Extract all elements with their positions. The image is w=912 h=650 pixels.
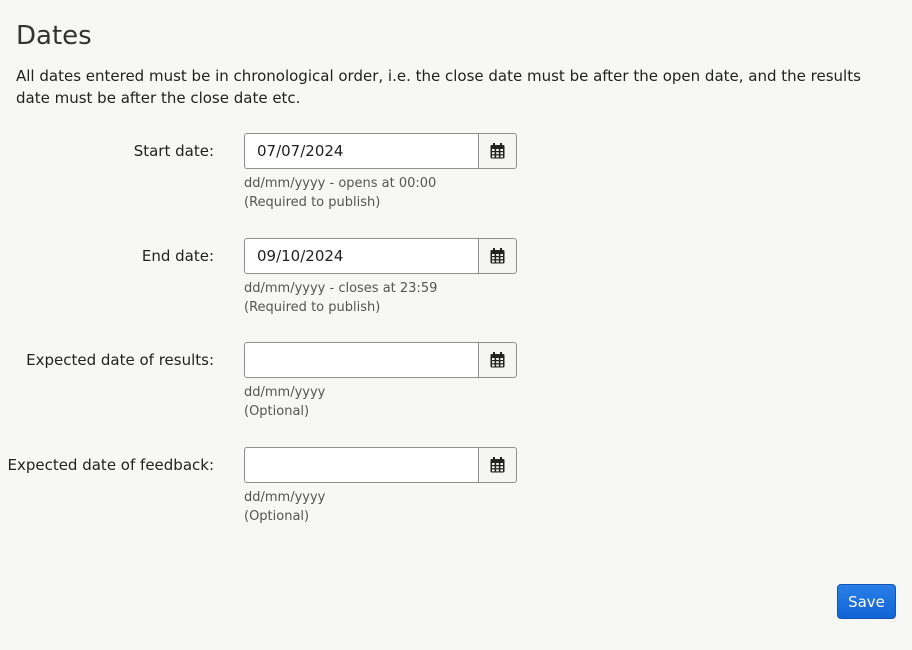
start-date-row: [0, 133, 912, 223]
calendar-icon: [490, 248, 505, 264]
feedback-date-row: [0, 447, 912, 537]
results-date-requirement: (Optional): [244, 404, 310, 419]
start-date-label: Start date:: [133, 142, 214, 160]
feedback-date-input-group: [244, 447, 517, 483]
end-date-input-group: [244, 238, 517, 274]
feedback-date-calendar-button[interactable]: [478, 447, 517, 483]
results-date-input-group: [244, 342, 517, 378]
end-date-label: End date:: [141, 247, 214, 265]
calendar-icon: [490, 352, 505, 368]
end-date-requirement: (Required to publish): [244, 300, 381, 315]
save-button[interactable]: Save: [837, 584, 896, 619]
end-date-input[interactable]: [244, 238, 478, 274]
start-date-input[interactable]: [244, 133, 478, 169]
start-date-hint: [244, 174, 436, 212]
end-date-hint: [244, 279, 437, 317]
feedback-date-requirement: (Optional): [244, 509, 310, 524]
results-date-hint: [244, 383, 325, 421]
start-date-input-group: [244, 133, 517, 169]
start-date-format-hint: dd/mm/yyyy - opens at 00:00: [244, 176, 437, 191]
results-date-label: Expected date of results:: [26, 351, 214, 369]
results-date-calendar-button[interactable]: [478, 342, 517, 378]
start-date-requirement: (Required to publish): [244, 195, 381, 210]
feedback-date-input[interactable]: [244, 447, 478, 483]
results-date-input[interactable]: [244, 342, 478, 378]
end-date-row: [0, 238, 912, 328]
end-date-format-hint: dd/mm/yyyy - closes at 23:59: [244, 281, 438, 296]
end-date-calendar-button[interactable]: [478, 238, 517, 274]
intro-text: All dates entered must be in chronological order, i.e. the close date must be after the open date, and the results date must be after the close date etc.: [16, 67, 861, 107]
page-title: Dates: [16, 21, 92, 51]
start-date-calendar-button[interactable]: [478, 133, 517, 169]
results-date-format-hint: dd/mm/yyyy: [244, 385, 326, 400]
feedback-date-format-hint: dd/mm/yyyy: [244, 490, 326, 505]
feedback-date-label: Expected date of feedback:: [7, 456, 214, 474]
calendar-icon: [490, 457, 505, 473]
results-date-row: [0, 342, 912, 432]
feedback-date-hint: [244, 488, 325, 526]
calendar-icon: [490, 143, 505, 159]
